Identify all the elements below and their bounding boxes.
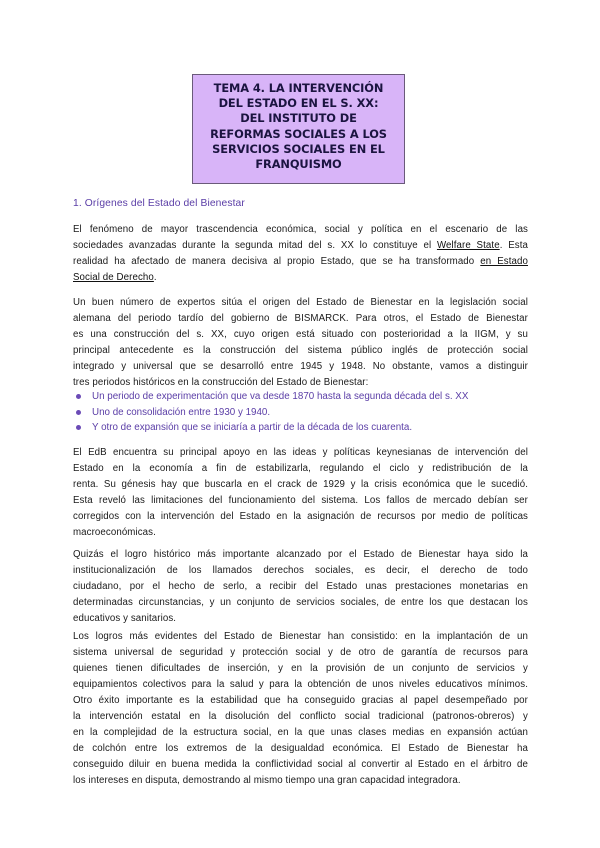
paragraph-line: institucionalización de los llamados derechos sociales, es decir, el derecho de todo [73,565,528,576]
list-item: Y otro de expansión que se iniciaría a partir de la década de los cuarenta. [76,420,468,436]
welfare-state-link: Welfare State [436,240,500,251]
paragraph-line: El fenómeno de mayor trascendencia económica, social y política en el escenario de las [73,224,528,235]
paragraph-line: tres periodos históricos en la construcción del Estado de Bienestar: [73,377,369,388]
paragraph-line: Un buen número de expertos sitúa el origen del Estado de Bienestar en la legislación social [73,297,528,308]
paragraph-line: corregidos con la intervención del Estado en la asignación de recursos por medio de políticas [73,511,528,522]
paragraph-line: principal antecedente es la construcción del sistema público inglés de protección social [73,345,528,356]
title-line: REFORMAS SOCIALES A LOS [210,126,387,141]
paragraph-line: Otro éxito importante es la estabilidad que ha conseguido gracias al papel desempeñado por [73,695,528,706]
paragraph-1 [73,222,528,286]
estado-social-link-cont: Social de Derecho [73,272,154,283]
paragraph-line: equipamientos colectivos para la salud y para la obtención de unos niveles educativos mínimos. [73,679,528,690]
list-item: Uno de consolidación entre 1930 y 1940. [76,405,468,421]
text-run: realidad ha afectado de manera decisiva al propio Estado, que se ha transformado [73,256,481,267]
paragraph-3 [73,445,528,541]
paragraph-line: la intervención estatal en la disolución del conflicto social tradicional (patronos-obreros) y [73,711,528,722]
paragraph-line: ciudadano, por el hecho de serlo, a recibir del Estado unas prestaciones monetarias en [73,581,528,592]
paragraph-5 [73,629,528,789]
periods-list [76,389,468,436]
estado-social-link: en Estado [480,256,529,267]
paragraph-line: Los logros más evidentes del Estado de Bienestar han consistido: en la implantación de un [73,631,528,642]
paragraph-line: integrado y universal que se desarrolló entre 1945 y 1948. No obstante, vamos a distinguir [73,361,528,372]
paragraph-line: quienes tienen dificultades de inserción, y en la provisión de un conjunto de servicios y [73,663,528,674]
section-heading: 1. Orígenes del Estado del Bienestar [73,198,245,209]
paragraph-line: Esta reveló las limitaciones del funcionamiento del sistema. Los fallos de mercado debían ser [73,495,528,506]
title-line: TEMA 4. LA INTERVENCIÓN [213,81,384,95]
title-line: SERVICIOS SOCIALES EN EL [212,141,385,156]
paragraph-line [73,254,528,270]
text-run: . [153,272,157,283]
text-run: . Esta [499,240,528,251]
paragraph-line: los intereses en disputa, demostrando al mismo tiempo una gran capacidad integradora. [73,775,461,786]
paragraph-line: Estado en la economía a fin de estabilizarla, regulando el ciclo y redistribución de la [73,463,528,474]
title-line: FRANQUISMO [255,157,342,172]
paragraph-line: El EdB encuentra su principal apoyo en las ideas y políticas keynesianas de intervención del [73,447,528,458]
text-run: sociedades avanzadas durante la segunda mitad del s. XX lo constituye el [73,240,437,251]
title-line: DEL ESTADO EN EL S. XX: [218,96,379,111]
paragraph-line [73,238,528,254]
paragraph-line: alemana del periodo tardío del gobierno de BISMARCK. Para otros, el Estado de Bienestar [73,313,528,324]
paragraph-line: determinadas circunstancias, y un conjunto de servicios sociales, de entre los que destacan los [73,597,528,608]
paragraph-line: educativos y sanitarios. [73,613,177,624]
paragraph-line: en la complejidad de la estructura social, en la que unas clases medias en expansión actúan [73,727,528,738]
paragraph-line: macroeconómicas. [73,527,156,538]
paragraph-line: Quizás el logro histórico más importante alcanzado por el Estado de Bienestar haya sido la [73,549,528,560]
paragraph-line: es una construcción del s. XX, cuyo origen está situado con posterioridad a la IIGM, y su [73,329,528,340]
title-box [192,74,405,184]
paragraph-line [73,270,528,286]
paragraph-line: renta. Su génesis hay que buscarla en el crack de 1929 y la crisis económica que le sucedió. [73,479,528,490]
paragraph-line: conseguido diluir en buena medida la conflictividad social al convertir al Estado en el árbitro de [73,759,528,770]
list-item: Un periodo de experimentación que va desde 1870 hasta la segunda década del s. XX [76,389,468,405]
paragraph-line: de colchón entre los extremos de la desigualdad económica. El Estado de Bienestar ha [73,743,528,754]
paragraph-4 [73,547,528,627]
paragraph-line: sistema universal de seguridad y protección social y de otro de garantía de recursos para [73,647,528,658]
title-line: DEL INSTITUTO DE [240,111,357,126]
paragraph-2 [73,295,528,391]
